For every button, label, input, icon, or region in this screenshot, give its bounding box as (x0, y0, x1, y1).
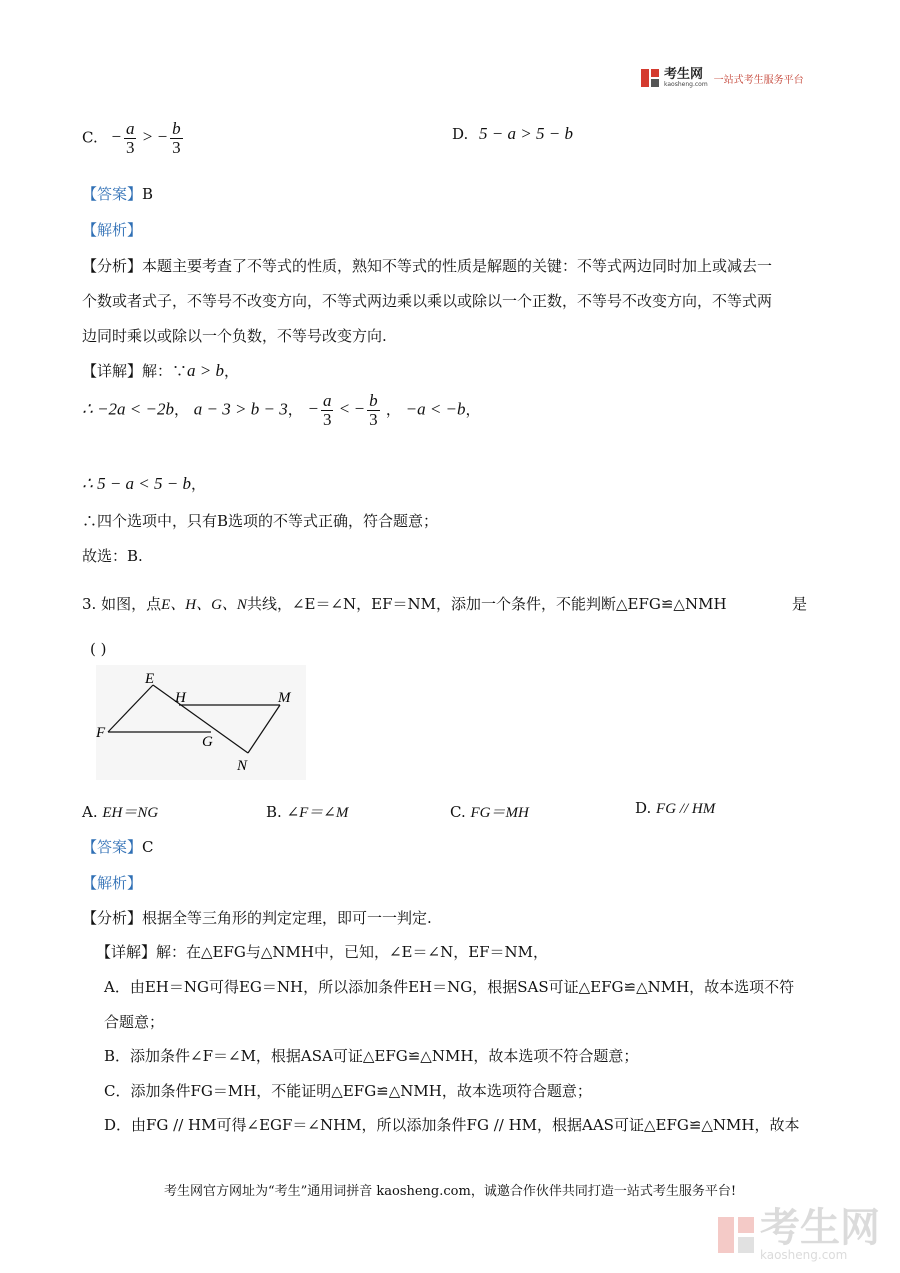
figure-bg (96, 665, 306, 780)
q2-analysis-tag: 【解析】 (82, 221, 143, 239)
q2-answer (82, 183, 153, 204)
header-slogan: 一站式考生服务平台 (713, 74, 804, 86)
label-H: H (175, 690, 186, 706)
q3-solution-c: C．添加条件FG＝MH，不能证明△EFG≌△NMH，故本选项符合题意； (104, 1082, 592, 1100)
answer-value: B (142, 185, 154, 203)
minus-sign: − (110, 127, 122, 147)
page-footer: 考生网官方网址为“考生”通用词拼音 kaosheng.com，诚邀合作伙伴共同打造一站式考生服务平台! (163, 1184, 737, 1199)
header-logo (640, 68, 804, 88)
logo-icon (640, 68, 660, 88)
q3-solution-a-line1: A．由EH＝NG可得EG＝NH，所以添加条件EH＝NG，根据SAS可证△EFG≌△NMH，故本选项不符 (104, 978, 795, 996)
q3-option-a: A. EH＝NG (82, 803, 159, 821)
fraction: $\frac{a}{3}$ (322, 391, 332, 429)
q2-option-d (452, 124, 573, 144)
option-label: D. (452, 125, 469, 143)
label-N: N (237, 758, 248, 774)
q2-step3: ∴四个选项中，只有B选项的不等式正确，符合题意； (82, 512, 439, 530)
q3-fenxi: 【分析】根据全等三角形的判定定理，即可一一判定. (82, 909, 432, 927)
logo-text: 考生网 (664, 67, 704, 82)
logo-sub: kaosheng.com (664, 81, 708, 88)
watermark (716, 1205, 880, 1262)
q3-xiangjie: 【详解】解：在△EFG与△NMH中，已知，∠E＝∠N，EF＝NM， (96, 943, 549, 961)
q3-stem-end: 是 (792, 595, 808, 613)
q3-option-d: D. FG // HM (635, 799, 716, 817)
q2-fenxi-line1: 【分析】本题主要考查了不等式的性质，熟知不等式的性质是解题的关键：不等式两边同时加上或减去一 (82, 257, 773, 275)
q3-paren: ( ) (90, 640, 107, 658)
label-E: E (145, 671, 155, 687)
q3-solution-a-line2: 合题意； (104, 1013, 165, 1031)
q3-figure (96, 665, 306, 780)
q2-step1: ∴ −2a < −2b， a − 3 > b − 3， − $\frac{a}{3}$ < − $\frac{b}{3}$ ， −a < −b， (82, 391, 481, 429)
q3-stem: 3. 如图，点E、H、G、N共线，∠E＝∠N，EF＝NM，添加一个条件，不能判断△EFG≌△NMH (82, 595, 727, 613)
option-math: 5 − a > 5 − b (479, 124, 573, 143)
label-F: F (96, 725, 106, 741)
q2-step2: ∴ 5 − a < 5 − b， (82, 474, 206, 493)
q3-option-b: B. ∠F＝∠M (266, 803, 349, 821)
q3-option-c: C. FG＝MH (450, 803, 529, 821)
watermark-logo-icon (716, 1215, 756, 1255)
q2-choose: 故选：B. (82, 547, 143, 565)
q3-analysis-tag: 【解析】 (82, 874, 143, 892)
watermark-text: 考生网 (760, 1205, 880, 1251)
q2-option-c (82, 120, 185, 157)
fraction: $\frac{b}{3}$ (172, 119, 181, 157)
q3-solution-d: D．由FG // HM可得∠EGF＝∠NHM，所以添加条件FG // HM，根据AAS可证△EFG≌△NMH，故本 (104, 1116, 800, 1134)
answer-tag: 【答案】 (82, 185, 143, 203)
fraction: $\frac{a}{3}$ (125, 119, 135, 157)
q2-xiangjie: 【详解】解：∵a > b， (82, 361, 240, 380)
fraction: $\frac{b}{3}$ (369, 391, 378, 429)
q3-solution-b: B．添加条件∠F＝∠M，根据ASA可证△EFG≌△NMH，故本选项不符合题意； (104, 1047, 639, 1065)
watermark-sub: kaosheng.com (760, 1248, 848, 1262)
minus-sign: − (156, 127, 169, 147)
option-label: C. (82, 128, 98, 147)
q3-answer: 【答案】C (82, 838, 154, 856)
q2-fenxi-line2: 个数或者式子，不等号不改变方向，不等式两边乘以乘以或除以一个正数，不等号不改变方向，不等式两 (82, 292, 773, 310)
label-M: M (278, 690, 291, 706)
gt-sign: > (142, 127, 153, 147)
label-G: G (202, 734, 213, 750)
q2-fenxi-line3: 边同时乘以或除以一个负数，不等号改变方向. (82, 327, 387, 345)
